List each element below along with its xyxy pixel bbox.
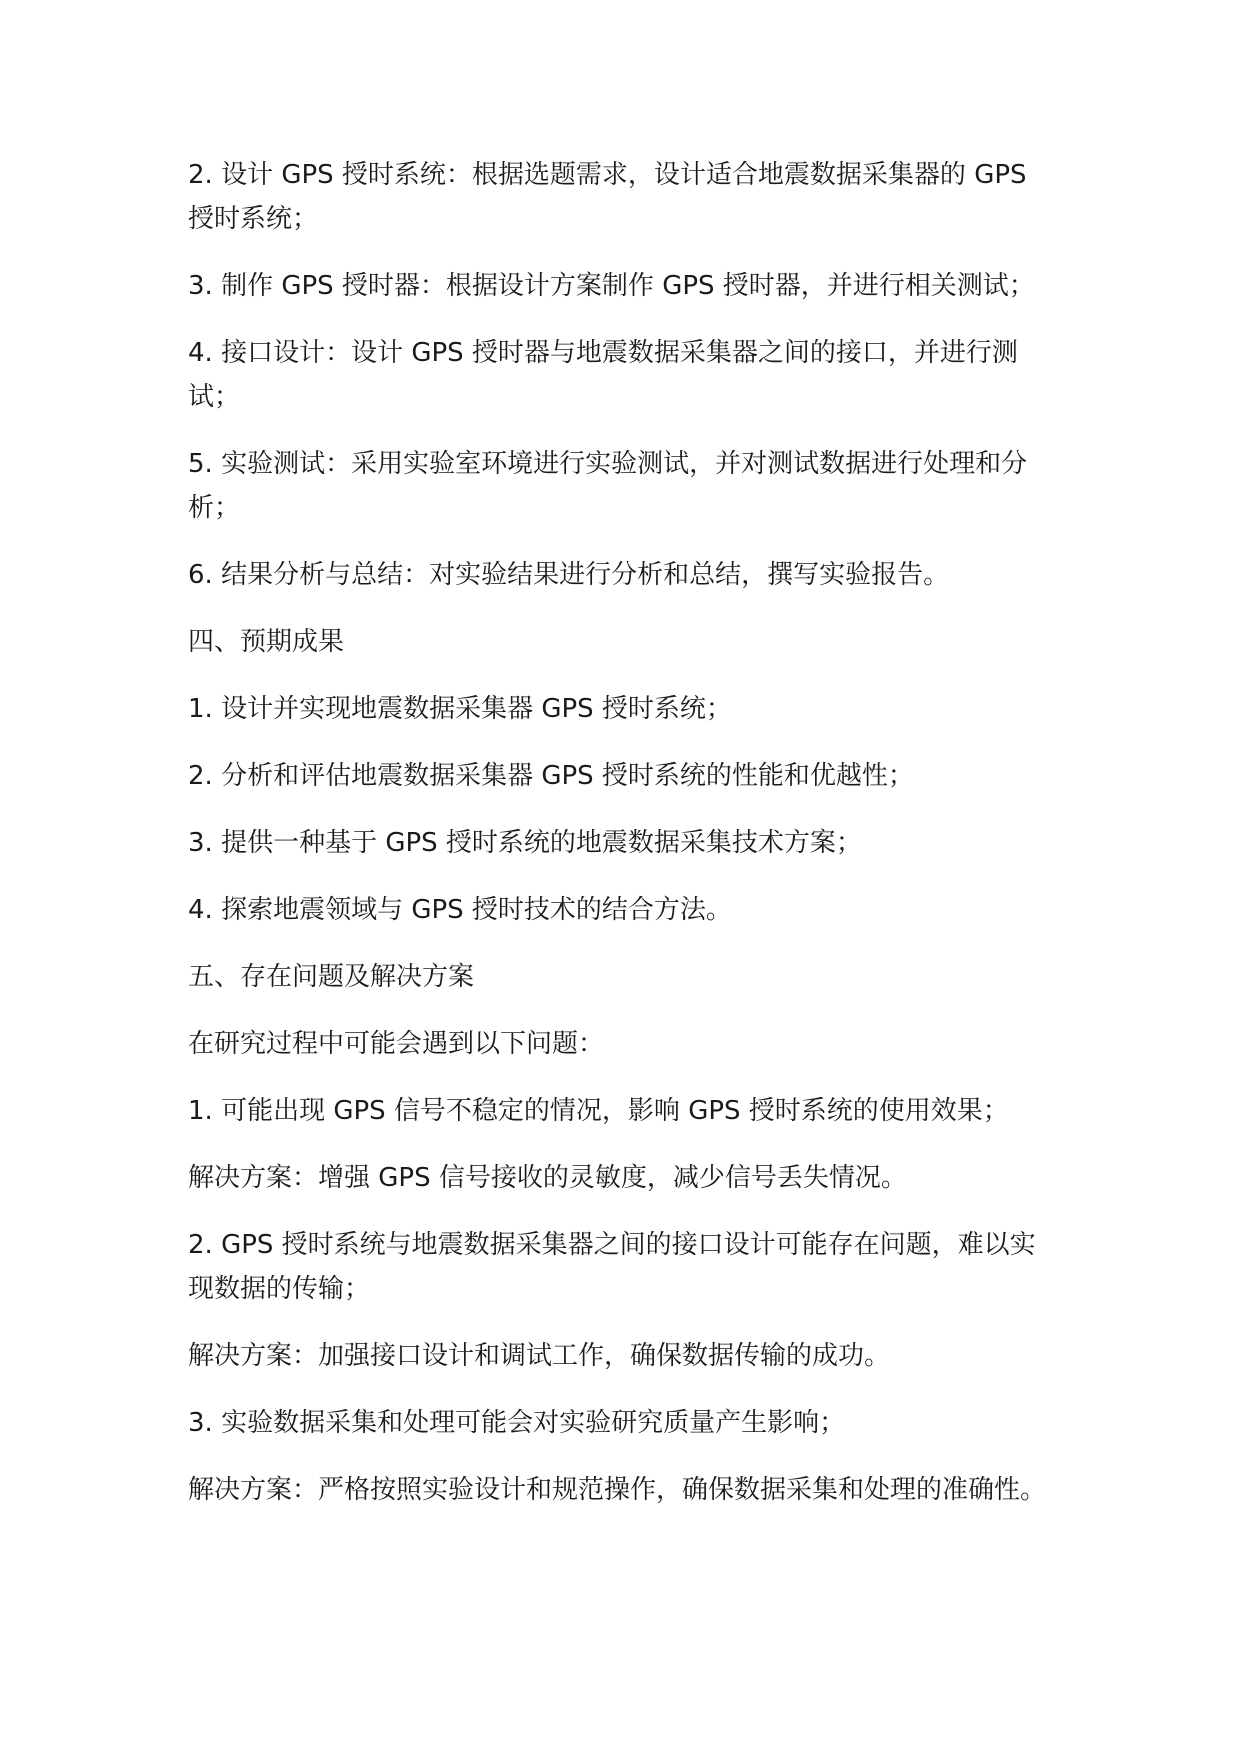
list-item-expected-1: 1. 设计并实现地震数据采集器 GPS 授时系统；	[188, 694, 732, 724]
solution-item-2: 解决方案：加强接口设计和调试工作，确保数据传输的成功。	[188, 1341, 891, 1371]
list-item-expected-4: 4. 探索地震领域与 GPS 授时技术的结合方法。	[188, 895, 732, 925]
list-item-interface-design: 4. 接口设计：设计 GPS 授时器与地震数据采集器之间的接口，并进行测试；	[188, 338, 1018, 412]
intro-paragraph: 在研究过程中可能会遇到以下问题：	[188, 1029, 605, 1059]
section-heading-problems-solutions: 五、存在问题及解决方案	[188, 962, 475, 992]
section-heading-expected-results: 四、预期成果	[188, 627, 345, 657]
list-item-result-summary: 6. 结果分析与总结：对实验结果进行分析和总结，撰写实验报告。	[188, 560, 950, 590]
list-item-expected-2: 2. 分析和评估地震数据采集器 GPS 授时系统的性能和优越性；	[188, 761, 914, 791]
solution-item-1: 解决方案：增强 GPS 信号接收的灵敏度，减少信号丢失情况。	[188, 1163, 907, 1193]
problem-item-2: 2. GPS 授时系统与地震数据采集器之间的接口设计可能存在问题，难以实现数据的传输；	[188, 1230, 1036, 1304]
solution-item-3: 解决方案：严格按照实验设计和规范操作，确保数据采集和处理的准确性。	[188, 1475, 1047, 1505]
list-item-make-gps-timer: 3. 制作 GPS 授时器：根据设计方案制作 GPS 授时器，并进行相关测试；	[188, 271, 1035, 301]
list-item-experiment-test: 5. 实验测试：采用实验室环境进行实验测试，并对测试数据进行处理和分析；	[188, 449, 1028, 523]
document-body	[188, 153, 1050, 1535]
list-item-expected-3: 3. 提供一种基于 GPS 授时系统的地震数据采集技术方案；	[188, 828, 862, 858]
problem-item-3: 3. 实验数据采集和处理可能会对实验研究质量产生影响；	[188, 1408, 846, 1438]
problem-item-1: 1. 可能出现 GPS 信号不稳定的情况，影响 GPS 授时系统的使用效果；	[188, 1096, 1009, 1126]
list-item-design-gps-system: 2. 设计 GPS 授时系统：根据选题需求，设计适合地震数据采集器的 GPS 授时系统；	[188, 160, 1027, 234]
